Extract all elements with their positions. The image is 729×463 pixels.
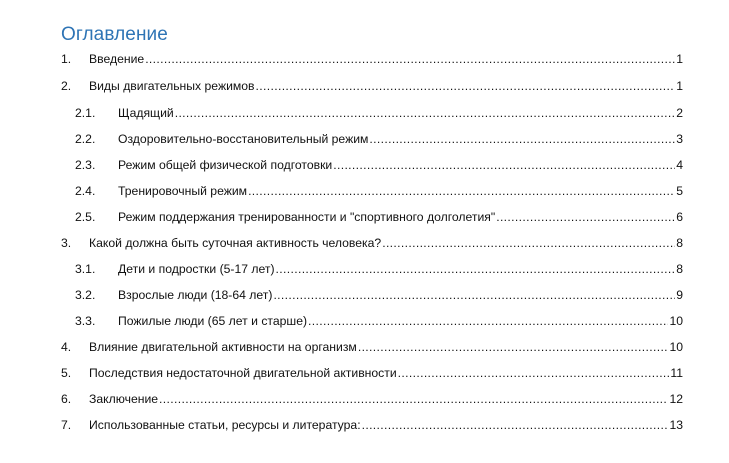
toc-entry-text: Использованные статьи, ресурсы и литература:: [89, 418, 361, 432]
toc-dot-leader: [308, 312, 668, 330]
toc-entry[interactable]: [75, 260, 683, 278]
toc-dot-leader: [248, 182, 675, 200]
toc-entry-text: Щадящий: [118, 106, 174, 120]
toc-dot-leader: [382, 234, 675, 252]
toc-entry[interactable]: [61, 390, 683, 408]
toc-entry-page: 10: [669, 314, 683, 328]
toc-dot-leader: [159, 390, 668, 408]
toc-entry-number: 2.3.: [75, 158, 96, 172]
toc-entry[interactable]: [61, 416, 683, 434]
toc-dot-leader: [276, 260, 676, 278]
toc-entry-text: Заключение: [89, 392, 159, 406]
toc-entry[interactable]: [61, 77, 683, 95]
toc-entry-number: 3.: [61, 236, 72, 250]
toc-entry[interactable]: [75, 208, 683, 226]
toc-entry-page: 13: [669, 418, 683, 432]
toc-dot-leader: [358, 338, 669, 356]
toc-title: Оглавление: [61, 24, 168, 45]
toc-entry-page: 1: [676, 79, 683, 93]
toc-entry[interactable]: [75, 312, 683, 330]
toc-entry-text: Оздоровительно-восстановительный режим: [118, 132, 369, 146]
toc-entry-text: Режим общей физической подготовки: [118, 158, 333, 172]
toc-entry[interactable]: [75, 286, 683, 304]
toc-dot-leader: [496, 208, 675, 226]
toc-entry-text: Последствия недостаточной двигательной активности: [89, 366, 397, 380]
toc-entry[interactable]: [75, 182, 683, 200]
toc-entry-number: 3.1.: [75, 262, 96, 276]
toc-entry-page: 2: [676, 106, 683, 120]
toc-entry-page: 6: [676, 210, 683, 224]
toc-entry-number: 3.3.: [75, 314, 96, 328]
toc-entry-text: Дети и подростки (5-17 лет): [118, 262, 275, 276]
toc-dot-leader: [333, 156, 675, 174]
toc-entry-page: 1: [676, 52, 683, 66]
toc-entry-text: Введение: [89, 52, 145, 66]
toc-entry-number: 1.: [61, 52, 72, 66]
toc-entry-text: Взрослые люди (18-64 лет): [118, 288, 273, 302]
toc-entry-page: 3: [676, 132, 683, 146]
toc-entry-text: Виды двигательных режимов: [89, 79, 255, 93]
toc-entry[interactable]: [75, 156, 683, 174]
toc-entry-page: 8: [676, 236, 683, 250]
toc-dot-leader: [175, 104, 676, 122]
toc-entry-number: 2.1.: [75, 106, 96, 120]
toc-entry-text: Какой должна быть суточная активность человека?: [89, 236, 382, 250]
toc-entry[interactable]: [61, 50, 683, 68]
toc-entry[interactable]: [61, 234, 683, 252]
toc-entry-number: 2.4.: [75, 184, 96, 198]
toc-dot-leader: [256, 77, 676, 95]
toc-entry-text: Влияние двигательной активности на организм: [89, 340, 357, 354]
toc-entry-page: 11: [670, 366, 683, 380]
toc-entry[interactable]: [61, 364, 683, 382]
toc-entry-page: 12: [669, 392, 683, 406]
toc-entry-number: 3.2.: [75, 288, 96, 302]
toc-dot-leader: [362, 416, 669, 434]
toc-dot-leader: [398, 364, 670, 382]
toc-entry-number: 2.2.: [75, 132, 96, 146]
toc-entry-page: 5: [676, 184, 683, 198]
toc-entry-text: Тренировочный режим: [118, 184, 248, 198]
toc-entry-page: 10: [669, 340, 683, 354]
toc-entry-page: 4: [676, 158, 683, 172]
toc-entry-page: 8: [676, 262, 683, 276]
toc-entry-number: 2.5.: [75, 210, 96, 224]
toc-entry-text: Пожилые люди (65 лет и старше): [118, 314, 308, 328]
toc-dot-leader: [369, 130, 675, 148]
toc-entry-page: 9: [676, 288, 683, 302]
toc-entry-number: 4.: [61, 340, 72, 354]
toc-entry[interactable]: [61, 338, 683, 356]
toc-entry-number: 6.: [61, 392, 72, 406]
toc-entry-number: 2.: [61, 79, 72, 93]
toc-dot-leader: [273, 286, 675, 304]
toc-entry-number: 5.: [61, 366, 72, 380]
toc-entry[interactable]: [75, 130, 683, 148]
toc-entry-text: Режим поддержания тренированности и "спортивного долголетия": [118, 210, 496, 224]
toc-dot-leader: [145, 50, 675, 68]
toc-entry[interactable]: [75, 104, 683, 122]
toc-entry-number: 7.: [61, 418, 72, 432]
